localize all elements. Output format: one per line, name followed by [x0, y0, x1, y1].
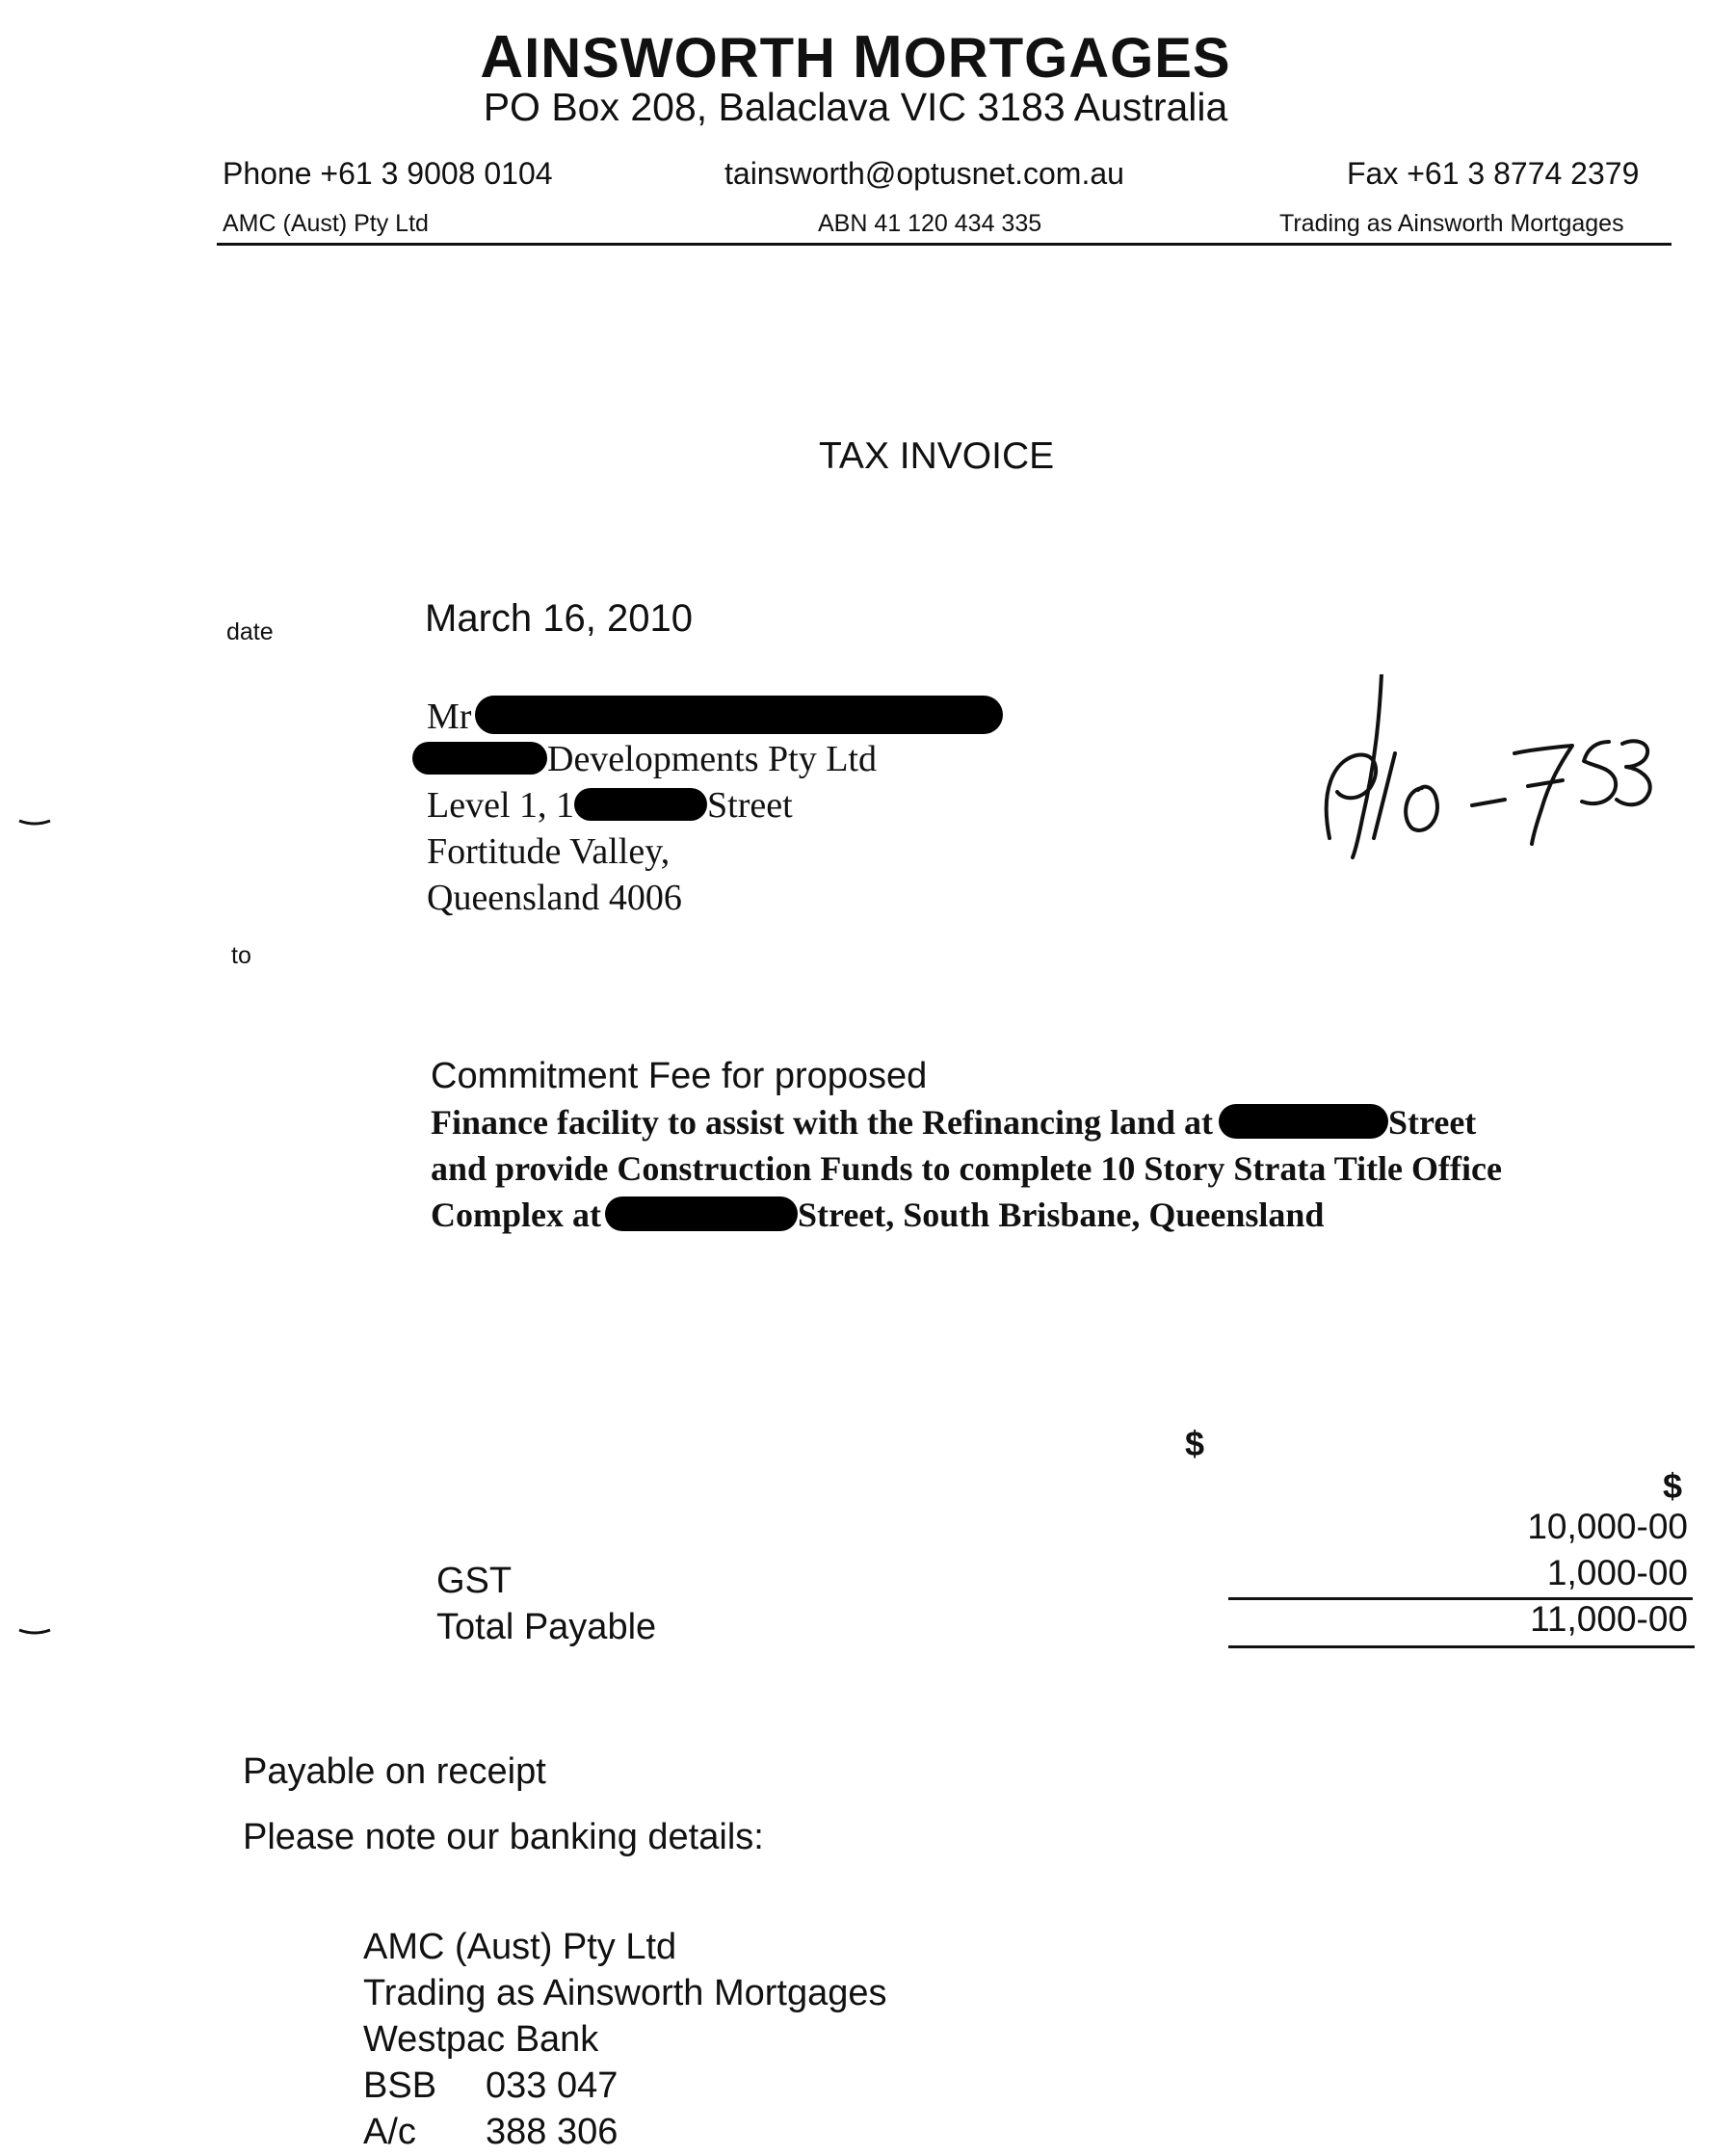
company-address: PO Box 208, Balaclava VIC 3183 Australia [483, 85, 1228, 129]
fee-description-line: and provide Construction Funds to complete 10 Story Strata Title Office [431, 1149, 1502, 1188]
bank-trading-name: Trading as Ainsworth Mortgages [363, 1973, 887, 2013]
recipient-company: Developments Pty Ltd [412, 738, 877, 780]
total-amount: 11,000-00 [1530, 1599, 1688, 1639]
entity-name: AMC (Aust) Pty Ltd [223, 210, 429, 237]
recipient-street: Level 1, 1 Street [427, 785, 793, 826]
redaction-mark [412, 742, 547, 775]
bank-name: Westpac Bank [363, 2019, 599, 2060]
margin-scan-mark [17, 1626, 52, 1636]
to-label: to [231, 942, 251, 969]
bank-account-name: AMC (Aust) Pty Ltd [363, 1927, 677, 1967]
redaction-mark [1219, 1104, 1388, 1139]
invoice-date: March 16, 2010 [425, 597, 693, 640]
bsb-label: BSB [363, 2065, 437, 2106]
fee-description-line: Finance facility to assist with the Refinancing land at Street [431, 1103, 1477, 1142]
total-rule [1228, 1645, 1695, 1648]
header-divider [217, 243, 1672, 246]
gst-amount: 1,000-00 [1546, 1553, 1688, 1592]
phone-number: Phone +61 3 9008 0104 [223, 156, 553, 191]
fee-description-heading: Commitment Fee for proposed [431, 1056, 928, 1096]
recipient-name: Mr [427, 696, 1003, 738]
recipient-suburb: Fortitude Valley, [427, 831, 671, 872]
currency-symbol: $ [1185, 1424, 1205, 1463]
redaction-mark [605, 1196, 798, 1231]
payment-terms: Payable on receipt [243, 1751, 546, 1792]
trading-name: Trading as Ainsworth Mortgages [1279, 210, 1624, 237]
fax-number: Fax +61 3 8774 2379 [1347, 156, 1640, 191]
redaction-mark [475, 696, 1003, 734]
total-label: Total Payable [436, 1607, 657, 1647]
email-address: tainsworth@optusnet.com.au [724, 156, 1124, 191]
gst-label: GST [436, 1561, 513, 1601]
account-label: A/c [363, 2112, 416, 2152]
handwritten-po-note [1291, 674, 1657, 867]
banking-note: Please note our banking details: [243, 1817, 764, 1857]
abn-number: ABN 41 120 434 335 [818, 210, 1042, 237]
date-label: date [226, 618, 274, 645]
fee-description-line: Complex at Street, South Brisbane, Queensland [431, 1196, 1325, 1234]
fee-amount: 10,000-00 [1527, 1507, 1688, 1546]
company-name: AINSWORTH MORTGAGES [480, 24, 1231, 91]
account-number: 388 306 [486, 2112, 619, 2152]
redaction-mark [574, 788, 707, 821]
document-title: TAX INVOICE [819, 435, 1055, 477]
recipient-state-postcode: Queensland 4006 [427, 878, 682, 918]
margin-scan-mark [17, 817, 52, 827]
currency-symbol: $ [1663, 1466, 1683, 1506]
bsb-number: 033 047 [486, 2065, 619, 2106]
